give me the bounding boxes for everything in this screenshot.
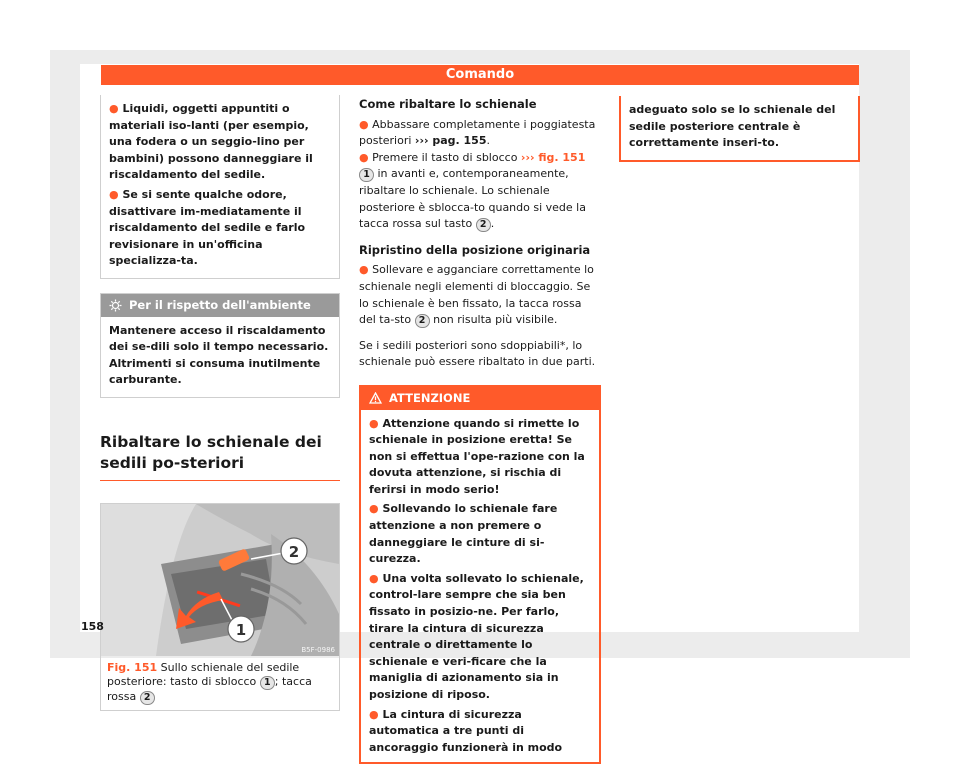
page-reference-link[interactable]: ››› pag. 155 — [414, 134, 487, 148]
figure-151 — [100, 503, 340, 711]
number-badge: 1 — [260, 676, 275, 690]
environment-note-title: Per il rispetto dell'ambiente — [129, 297, 311, 312]
subheading-fold: Come ribaltare lo schienale — [359, 97, 537, 111]
number-badge: 1 — [359, 168, 374, 182]
environment-note-header — [101, 294, 339, 317]
figure-label: Fig. 151 — [107, 660, 158, 674]
column-left — [100, 95, 340, 711]
number-badge: 2 — [415, 314, 430, 328]
attention-header — [361, 387, 599, 410]
warning-bullet-2: ● Se si sente qualche odore, disattivare im-mediatamente il riscaldamento del sedile e farlo revisionare in un'officina specializza-ta. — [109, 187, 306, 268]
step-bullet-1: ● Abbassare completamente i poggiatesta posteriori ››› pag. 155. — [359, 117, 596, 148]
attention-bullet-4: ● La cintura di sicurezza automatica a tre punti di ancoraggio funzionerà in modo — [369, 707, 563, 754]
environment-note-box — [100, 293, 340, 398]
page-number: 158 — [81, 620, 104, 633]
subheading-restore: Ripristino della posizione originaria — [359, 242, 591, 257]
column-middle — [359, 96, 601, 764]
attention-box — [359, 385, 601, 764]
attention-box-continued — [619, 96, 860, 162]
attention-bullet-2: ● Sollevando lo schienale fare attenzione a non premere o danneggiare le cinture di si-curezza. — [369, 502, 558, 566]
figure-reference-link[interactable]: ››› fig. 151 — [520, 150, 586, 164]
bullet-dot: ● — [359, 263, 369, 277]
paragraph-split-seats: Se i sedili posteriori sono sdoppiabili*, lo schienale può essere ribaltato in due parti. — [359, 338, 596, 369]
warning-triangle-icon — [369, 392, 382, 404]
bullet-dot: ● — [359, 117, 369, 131]
bullet-dot: ● — [359, 150, 369, 164]
attention-title: ATTENZIONE — [389, 390, 471, 405]
number-badge: 2 — [476, 218, 491, 232]
step-bullet-3: ● Sollevare e agganciare correttamente lo schienale negli elementi di bloccaggio. Se lo schienale è ben fissato, la tacca rossa del ta-sto 2 non risulta più visibile. — [359, 263, 594, 327]
figure-caption: Fig. 151 Sullo schienale del sedile posteriore: tasto di sblocco 1 ; tacca rossa 2 — [107, 660, 312, 703]
bullet-dot: ● — [369, 571, 379, 585]
bullet-dot: ● — [109, 102, 119, 115]
number-badge: 2 — [140, 691, 155, 705]
figure-callout-2: 2 — [288, 542, 300, 561]
environment-note-text: Mantenere acceso il riscaldamento dei se-dili solo il tempo necessario. Altrimenti si consuma inutilmente carburante. — [109, 323, 329, 387]
section-header: Comando — [101, 65, 859, 85]
bullet-dot: ● — [369, 502, 379, 516]
warning-bullet-1: ● Liquidi, oggetti appuntiti o materiali iso-lanti (per esempio, una fodera o un seggio-lino per bambini) possono danneggiare il riscaldamento del sedile. — [109, 102, 313, 182]
leaf-env-icon — [109, 299, 122, 312]
section-title: Ribaltare lo schienale dei sedili po-steriori — [100, 432, 340, 481]
attention-bullet-3: ● Una volta sollevato lo schienale, control-lare sempre che sia ben fissato in posizio-ne. Per farlo, tirare la cintura di sicurezza centrale o direttamente lo schienale e veri-ficare che la maniglia di azionamento sia in posizione di riposo. — [369, 571, 584, 701]
attention-bullet-1: ● Attenzione quando si rimette lo schienale in posizione eretta! Se non si effettua l'ope-razione con la dovuta attenzione, si rischia di ferirsi in modo serio! — [369, 416, 585, 496]
column-right — [619, 96, 860, 162]
bullet-dot: ● — [109, 187, 119, 201]
figure-callout-1: 1 — [235, 620, 247, 639]
attention-continued-text: adeguato solo se lo schienale del sedile posteriore centrale è correttamente inseri-to. — [629, 103, 836, 150]
bullet-dot: ● — [369, 416, 379, 430]
figure-code: B5F-0986 — [301, 645, 335, 654]
step-bullet-2: ● Premere il tasto di sblocco ››› fig. 151 1 in avanti e, contemporaneamente, ribaltare lo schienale. Lo schienale posteriore è sblocca-to quando si vede la tacca rossa sul tasto 2 . — [359, 150, 586, 231]
warning-continued-box — [100, 95, 340, 279]
bullet-dot: ● — [369, 707, 379, 721]
seat-backrest-illustration — [101, 504, 339, 656]
attention-body — [361, 410, 599, 763]
